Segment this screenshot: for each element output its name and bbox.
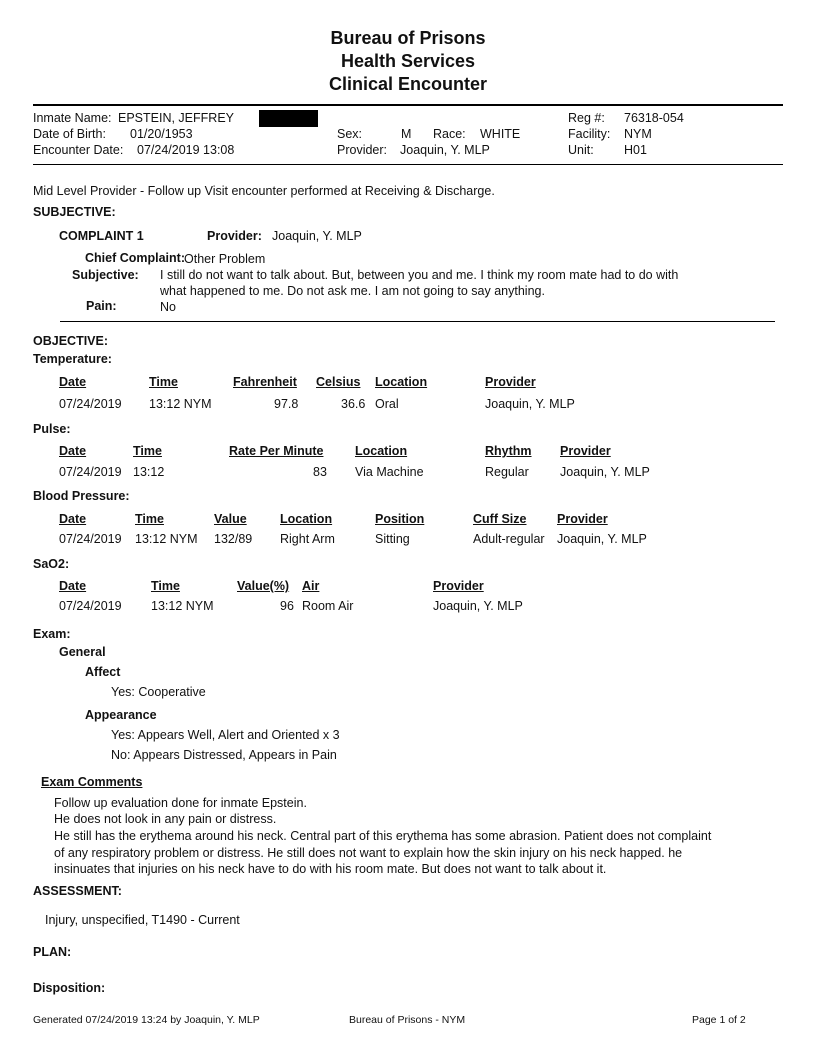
temp-location: Oral (375, 397, 399, 411)
redaction-box (259, 110, 318, 127)
pulse-date: 07/24/2019 (59, 465, 122, 479)
sao2-header-time: Time (151, 579, 180, 593)
header-rule (33, 104, 783, 106)
objective-heading: OBJECTIVE: (33, 334, 109, 348)
pulse-header-date: Date (59, 444, 87, 458)
bp-provider: Joaquin, Y. MLP (557, 532, 647, 546)
pulse-location: Via Machine (355, 465, 424, 479)
sao2-provider: Joaquin, Y. MLP (433, 599, 523, 613)
provider-value: Joaquin, Y. MLP (400, 143, 490, 157)
temp-date: 07/24/2019 (59, 397, 122, 411)
assessment-heading: ASSESSMENT: (33, 884, 122, 898)
bp-header-location: Location (280, 512, 333, 526)
subjective-text-line-2: what happened to me. Do not ask me. I am not going to say anything. (160, 284, 545, 298)
exam-comment-line-2: He does not look in any pain or distress. (54, 812, 277, 826)
temp-fahrenheit: 97.8 (274, 397, 299, 411)
exam-comment-line-5: insinuates that injuries on his neck have to do with his room mate. But does not want to talk about it. (54, 862, 607, 876)
sao2-header-date: Date (59, 579, 87, 593)
exam-affect-yes: Yes: Cooperative (111, 685, 206, 699)
temp-celsius: 36.6 (341, 397, 366, 411)
plan-heading: PLAN: (33, 945, 72, 959)
exam-appearance-yes: Yes: Appears Well, Alert and Oriented x 3 (111, 728, 340, 742)
bp-header-cuff: Cuff Size (473, 512, 527, 526)
pulse-header-location: Location (355, 444, 408, 458)
pulse-rate: 83 (313, 465, 327, 479)
pain-label: Pain: (86, 299, 117, 313)
sex-value: M (401, 127, 412, 141)
sex-label: Sex: (337, 127, 363, 141)
title-line-3: Clinical Encounter (328, 74, 488, 94)
bp-value: 132/89 (214, 532, 253, 546)
sao2-header-provider: Provider (433, 579, 484, 593)
dob-value: 01/20/1953 (130, 127, 193, 141)
pulse-time: 13:12 (133, 465, 165, 479)
sao2-heading: SaO2: (33, 557, 70, 571)
temperature-heading: Temperature: (33, 352, 112, 366)
sao2-header-value: Value(%) (237, 579, 290, 593)
facility-label: Facility: (568, 127, 611, 141)
exam-heading: Exam: (33, 627, 71, 641)
bp-location: Right Arm (280, 532, 335, 546)
temp-header-celsius: Celsius (316, 375, 361, 389)
assessment-item: Injury, unspecified, T1490 - Current (45, 913, 240, 927)
exam-appearance-no: No: Appears Distressed, Appears in Pain (111, 748, 337, 762)
sao2-time: 13:12 NYM (151, 599, 214, 613)
race-label: Race: (433, 127, 466, 141)
subjective-label: Subjective: (72, 268, 139, 282)
bp-header-time: Time (135, 512, 164, 526)
subjective-rule (60, 321, 775, 322)
exam-comment-line-3: He still has the erythema around his neck. Central part of this erythema has some abrasion. Patient does not complaint (54, 829, 712, 843)
provider-label: Provider: (337, 143, 388, 157)
bp-header-provider: Provider (557, 512, 608, 526)
dob-label: Date of Birth: (33, 127, 106, 141)
complaint-label: COMPLAINT 1 (59, 229, 144, 243)
title-line-1: Bureau of Prisons (330, 28, 486, 48)
pulse-header-rate: Rate Per Minute (229, 444, 324, 458)
title-line-2: Health Services (340, 51, 476, 71)
exam-general: General (59, 645, 106, 659)
bp-header-date: Date (59, 512, 87, 526)
bp-position: Sitting (375, 532, 410, 546)
exam-comment-line-1: Follow up evaluation done for inmate Epstein. (54, 796, 307, 810)
temp-time: 13:12 NYM (149, 397, 212, 411)
bp-time: 13:12 NYM (135, 532, 198, 546)
sao2-date: 07/24/2019 (59, 599, 122, 613)
pain-value: No (160, 300, 176, 314)
encounter-description: Mid Level Provider - Follow up Visit encounter performed at Receiving & Discharge. (33, 184, 495, 198)
pulse-heading: Pulse: (33, 422, 71, 436)
race-value: WHITE (480, 127, 521, 141)
pulse-provider: Joaquin, Y. MLP (560, 465, 650, 479)
temp-header-location: Location (375, 375, 428, 389)
encounter-date-label: Encounter Date: (33, 143, 124, 157)
temp-provider: Joaquin, Y. MLP (485, 397, 575, 411)
exam-affect: Affect (85, 665, 121, 679)
bp-date: 07/24/2019 (59, 532, 122, 546)
pulse-header-provider: Provider (560, 444, 611, 458)
complaint-provider-label: Provider: (207, 229, 262, 243)
temp-header-time: Time (149, 375, 178, 389)
pulse-header-rhythm: Rhythm (485, 444, 532, 458)
footer-page-number: Page 1 of 2 (692, 1014, 746, 1026)
subjective-heading: SUBJECTIVE: (33, 205, 116, 219)
footer-generated: Generated 07/24/2019 13:24 by Joaquin, Y. MLP (33, 1014, 260, 1026)
chief-complaint-value: Other Problem (184, 252, 266, 266)
reg-label: Reg #: (568, 111, 605, 125)
footer-center: Bureau of Prisons - NYM (349, 1014, 466, 1026)
disposition-heading: Disposition: (33, 981, 106, 995)
sao2-value: 96 (280, 599, 294, 613)
unit-label: Unit: (568, 143, 594, 157)
unit-value: H01 (624, 143, 647, 157)
chief-complaint-label: Chief Complaint: (85, 251, 185, 265)
complaint-provider-value: Joaquin, Y. MLP (272, 229, 362, 243)
subjective-text-line-1: I still do not want to talk about. But, between you and me. I think my room mate had to do with (160, 268, 679, 282)
facility-value: NYM (624, 127, 652, 141)
header-bottom-rule (33, 164, 783, 165)
inmate-name: EPSTEIN, JEFFREY (118, 111, 234, 125)
temp-header-provider: Provider (485, 375, 536, 389)
sao2-header-air: Air (302, 579, 320, 593)
bp-header-position: Position (375, 512, 425, 526)
exam-comments-heading: Exam Comments (41, 775, 143, 789)
exam-comment-line-4: of any respiratory problem or distress. He still does not want to explain how the skin injury on his neck happed. he (54, 846, 683, 860)
encounter-date-value: 07/24/2019 13:08 (137, 143, 235, 157)
temp-header-date: Date (59, 375, 87, 389)
temp-header-fahrenheit: Fahrenheit (233, 375, 297, 389)
bp-header-value: Value (214, 512, 247, 526)
bp-cuff: Adult-regular (473, 532, 545, 546)
sao2-air: Room Air (302, 599, 354, 613)
bp-heading: Blood Pressure: (33, 489, 130, 503)
pulse-header-time: Time (133, 444, 162, 458)
reg-value: 76318-054 (624, 111, 684, 125)
exam-appearance: Appearance (85, 708, 157, 722)
pulse-rhythm: Regular (485, 465, 529, 479)
inmate-name-label: Inmate Name: (33, 111, 112, 125)
